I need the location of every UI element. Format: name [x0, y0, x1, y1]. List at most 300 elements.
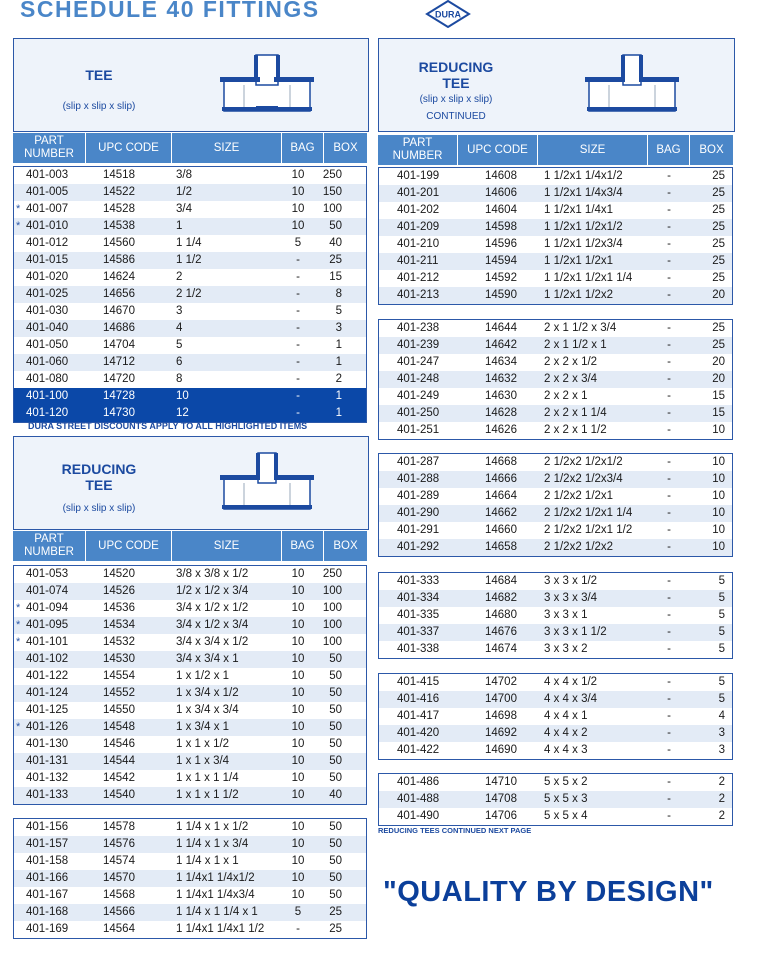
bag-qty: -: [667, 626, 671, 638]
bag-qty: 10: [291, 636, 305, 648]
table-row: [14, 167, 366, 184]
upc-code: 14586: [103, 254, 135, 266]
size: 2 1/2x2 1/2x3/4: [544, 473, 623, 485]
upc-code: 14626: [485, 424, 517, 436]
box-qty: 25: [712, 322, 725, 334]
box-qty: 25: [712, 221, 725, 233]
bag-qty: 10: [291, 755, 305, 767]
size: 1: [176, 220, 183, 232]
bag-qty: -: [296, 288, 300, 300]
bag-qty: -: [667, 255, 671, 267]
bag-qty: 5: [294, 906, 302, 918]
reducing-tee-continued-subtitle: (slip x slip x slip): [419, 94, 493, 105]
bag-qty: 10: [291, 568, 305, 580]
part-number: 401-202: [397, 204, 440, 216]
col-part: PART NUMBER: [13, 133, 86, 163]
col-bag: BAG: [282, 133, 324, 163]
box-qty: 8: [335, 288, 342, 300]
part-number: 401-239: [397, 339, 440, 351]
size: 2 x 2 x 1 1/2: [544, 424, 607, 436]
reducing-tee-table-2: [13, 818, 367, 939]
part-number: 401-290: [397, 507, 440, 519]
table-row: [14, 303, 366, 320]
part-number: 401-213: [397, 289, 440, 301]
table-row: [14, 184, 366, 201]
table-row: [379, 573, 732, 590]
size: 3/4: [176, 203, 192, 215]
bag-qty: -: [667, 456, 671, 468]
table-row: [379, 371, 732, 388]
part-number: 401-124: [26, 687, 69, 699]
bag-qty: -: [667, 204, 671, 216]
table-row: [14, 736, 366, 753]
part-number: 401-287: [397, 456, 440, 468]
box-qty: 40: [329, 237, 342, 249]
reducing-tee-icon: [214, 449, 324, 515]
size: 1 1/4 x 1 x 1: [176, 855, 239, 867]
box-qty: 50: [329, 220, 342, 232]
box-qty: 25: [712, 204, 725, 216]
table-row: [14, 252, 366, 269]
bag-qty: -: [667, 575, 671, 587]
table-row: [14, 921, 366, 938]
box-qty: 40: [329, 789, 342, 801]
box-qty: 50: [329, 872, 342, 884]
table-row: [379, 641, 732, 658]
upc-code: 14682: [485, 592, 517, 604]
part-number: 401-337: [397, 626, 440, 638]
part-number: 401-102: [26, 653, 69, 665]
part-number: 401-486: [397, 776, 440, 788]
upc-code: 14554: [103, 670, 135, 682]
part-number: 401-010: [26, 220, 69, 232]
table-row: [14, 201, 366, 218]
star-marker-icon: *: [16, 220, 21, 232]
upc-code: 14592: [485, 272, 517, 284]
part-number: 401-249: [397, 390, 440, 402]
size: 2 1/2: [176, 288, 202, 300]
box-qty: 25: [712, 255, 725, 267]
box-qty: 10: [712, 524, 725, 536]
upc-code: 14634: [485, 356, 517, 368]
size: 5 x 5 x 3: [544, 793, 588, 805]
reducing-tee-continued-table-6: [378, 773, 733, 826]
upc-code: 14526: [103, 585, 135, 597]
table-row: [14, 870, 366, 887]
part-number: 401-095: [26, 619, 69, 631]
box-qty: 100: [322, 585, 342, 597]
box-qty: 1: [335, 407, 342, 419]
bag-qty: 10: [291, 889, 305, 901]
part-number: 401-212: [397, 272, 440, 284]
box-qty: 3: [335, 322, 342, 334]
table-row: [379, 624, 732, 641]
part-number: 401-122: [26, 670, 69, 682]
box-qty: 50: [329, 889, 342, 901]
table-row: [14, 770, 366, 787]
col-upc: UPC CODE: [86, 531, 172, 561]
size: 4 x 4 x 2: [544, 727, 588, 739]
bag-qty: -: [667, 373, 671, 385]
part-number: 401-210: [397, 238, 440, 250]
upc-code: 14668: [485, 456, 517, 468]
box-qty: 10: [712, 490, 725, 502]
part-number: 401-125: [26, 704, 69, 716]
table-row: [14, 218, 366, 235]
table-row: [379, 471, 732, 488]
bag-qty: 10: [291, 169, 305, 181]
part-number: 401-100: [26, 390, 69, 402]
upc-code: 14630: [485, 390, 517, 402]
part-number: 401-012: [26, 237, 69, 249]
table-row: [379, 674, 732, 691]
size: 3 x 3 x 1: [544, 609, 588, 621]
col-box: BOX: [699, 143, 724, 156]
bag-qty: -: [667, 356, 671, 368]
upc-code: 14552: [103, 687, 135, 699]
box-qty: 100: [322, 636, 342, 648]
size: 2 x 2 x 1/2: [544, 356, 598, 368]
part-number: 401-289: [397, 490, 440, 502]
bag-qty: -: [667, 238, 671, 250]
reducing-tee-header-box: [13, 436, 369, 530]
size: 2 x 1 1/2 x 1: [544, 339, 607, 351]
size: 1 1/4 x 1 x 1/2: [176, 821, 249, 833]
part-number: 401-131: [26, 755, 69, 767]
bag-qty: -: [667, 810, 671, 822]
box-qty: 150: [322, 186, 342, 198]
table-row: [14, 286, 366, 303]
bag-qty: -: [667, 507, 671, 519]
box-qty: 5: [718, 693, 725, 705]
bag-qty: -: [667, 793, 671, 805]
table-row: [379, 742, 732, 759]
bag-qty: -: [667, 744, 671, 756]
col-box: BOX: [333, 539, 358, 552]
part-number: 401-488: [397, 793, 440, 805]
table-row: [379, 202, 732, 219]
bag-qty: 10: [291, 585, 305, 597]
table-row: [379, 354, 732, 371]
part-number: 401-015: [26, 254, 69, 266]
upc-code: 14700: [485, 693, 517, 705]
upc-code: 14708: [485, 793, 517, 805]
box-qty: 25: [712, 170, 725, 182]
bag-qty: -: [296, 390, 300, 402]
bag-qty: -: [667, 524, 671, 536]
col-upc: UPC CODE: [86, 133, 172, 163]
size: 4 x 4 x 3: [544, 744, 588, 756]
size: 12: [176, 407, 189, 419]
size: 3: [176, 305, 183, 317]
table-row: [14, 269, 366, 286]
upc-code: 14568: [103, 889, 135, 901]
col-size: SIZE: [172, 531, 282, 561]
box-qty: 50: [329, 772, 342, 784]
tee-fitting-icon: [214, 51, 324, 117]
box-qty: 3: [718, 744, 725, 756]
part-number: 401-101: [26, 636, 69, 648]
col-size: SIZE: [538, 135, 648, 165]
bag-qty: -: [296, 322, 300, 334]
upc-code: 14686: [103, 322, 135, 334]
bag-qty: -: [296, 407, 300, 419]
table-row: [14, 371, 366, 388]
bag-qty: -: [667, 710, 671, 722]
table-row: [14, 836, 366, 853]
reducing-tee-continued-header-box: [378, 38, 735, 132]
table-row: [379, 337, 732, 354]
part-number: 401-292: [397, 541, 440, 553]
part-number: 401-094: [26, 602, 69, 614]
bag-qty: 10: [291, 704, 305, 716]
part-number: 401-130: [26, 738, 69, 750]
table-row: [379, 270, 732, 287]
size: 2 1/2x2 1/2x1 1/2: [544, 524, 633, 536]
tee-subtitle: (slip x slip x slip): [62, 101, 136, 112]
box-qty: 5: [718, 676, 725, 688]
box-qty: 10: [712, 456, 725, 468]
table-row: [14, 904, 366, 921]
continued-next-page-note: REDUCING TEES CONTINUED NEXT PAGE: [378, 826, 532, 835]
size: 2 1/2x2 1/2x2: [544, 541, 614, 553]
size: 3 x 3 x 3/4: [544, 592, 598, 604]
box-qty: 50: [329, 755, 342, 767]
upc-code: 14520: [103, 568, 135, 580]
upc-code: 14676: [485, 626, 517, 638]
part-number: 401-167: [26, 889, 69, 901]
box-qty: 5: [718, 575, 725, 587]
box-qty: 25: [712, 339, 725, 351]
upc-code: 14536: [103, 602, 135, 614]
quality-slogan: "QUALITY BY DESIGN": [383, 876, 714, 908]
box-qty: 100: [322, 602, 342, 614]
part-number: 401-248: [397, 373, 440, 385]
table-row: [14, 887, 366, 904]
table-row: [14, 685, 366, 702]
box-qty: 50: [329, 670, 342, 682]
bag-qty: 10: [291, 721, 305, 733]
box-qty: 2: [718, 793, 725, 805]
box-qty: 1: [335, 339, 342, 351]
table-row: [379, 422, 732, 439]
table-row: [14, 753, 366, 770]
box-qty: 15: [329, 271, 342, 283]
upc-code: 14538: [103, 220, 135, 232]
tee-table: [13, 166, 367, 423]
size: 2 1/2x2 1/2x1 1/4: [544, 507, 633, 519]
box-qty: 50: [329, 687, 342, 699]
size: 3/8: [176, 169, 192, 181]
upc-code: 14730: [103, 407, 135, 419]
part-number: 401-420: [397, 727, 440, 739]
part-number: 401-250: [397, 407, 440, 419]
size: 5 x 5 x 4: [544, 810, 588, 822]
bag-qty: -: [667, 727, 671, 739]
bag-qty: -: [667, 322, 671, 334]
size: 2 1/2x2 1/2x1: [544, 490, 614, 502]
bag-qty: 10: [291, 687, 305, 699]
reducing-tee-continued-table-5: [378, 673, 733, 760]
reducing-tee-continued-table-3: [378, 453, 733, 557]
upc-code: 14710: [485, 776, 517, 788]
part-number: 401-238: [397, 322, 440, 334]
upc-code: 14698: [485, 710, 517, 722]
box-qty: 15: [712, 407, 725, 419]
reducing-tee-title: REDUCING TEE: [61, 461, 137, 493]
part-number: 401-288: [397, 473, 440, 485]
box-qty: 25: [712, 187, 725, 199]
tee-title: TEE: [85, 67, 113, 83]
table-row: [379, 405, 732, 422]
upc-code: 14720: [103, 373, 135, 385]
size: 1/2: [176, 186, 192, 198]
bag-qty: 10: [291, 821, 305, 833]
part-number: 401-020: [26, 271, 69, 283]
size: 1 1/2x1 1/2x1/2: [544, 221, 623, 233]
size: 1 x 1 x 1 1/4: [176, 772, 239, 784]
bag-qty: -: [667, 339, 671, 351]
upc-code: 14692: [485, 727, 517, 739]
bag-qty: -: [667, 643, 671, 655]
size: 1 x 1 x 1/2: [176, 738, 230, 750]
part-number: 401-201: [397, 187, 440, 199]
highlight-note: DURA STREET DISCOUNTS APPLY TO ALL HIGHLIGHTED ITEMS: [28, 421, 308, 431]
box-qty: 2: [335, 373, 342, 385]
part-number: 401-251: [397, 424, 440, 436]
box-qty: 25: [712, 238, 725, 250]
upc-code: 14530: [103, 653, 135, 665]
upc-code: 14680: [485, 609, 517, 621]
upc-code: 14728: [103, 390, 135, 402]
upc-code: 14542: [103, 772, 135, 784]
size: 2 x 2 x 1: [544, 390, 588, 402]
col-box: BOX: [333, 141, 358, 154]
table-row: [14, 405, 366, 422]
bag-qty: -: [296, 339, 300, 351]
part-number: 401-053: [26, 568, 69, 580]
table-row: [379, 168, 732, 185]
part-number: 401-247: [397, 356, 440, 368]
part-number: 401-334: [397, 592, 440, 604]
size: 4 x 4 x 1/2: [544, 676, 598, 688]
part-number: 401-211: [397, 255, 439, 267]
table-row: [379, 253, 732, 270]
bag-qty: -: [667, 187, 671, 199]
box-qty: 20: [712, 289, 725, 301]
upc-code: 14664: [485, 490, 517, 502]
part-number: 401-060: [26, 356, 69, 368]
continued-label: CONTINUED: [426, 111, 486, 122]
bag-qty: 10: [291, 186, 305, 198]
upc-code: 14660: [485, 524, 517, 536]
box-qty: 25: [329, 923, 342, 935]
table-row: [379, 808, 732, 825]
upc-code: 14712: [103, 356, 135, 368]
box-qty: 50: [329, 838, 342, 850]
box-qty: 100: [322, 619, 342, 631]
bag-qty: -: [667, 609, 671, 621]
dura-logo: [425, 0, 471, 28]
box-qty: 5: [718, 643, 725, 655]
size: 2 x 2 x 3/4: [544, 373, 598, 385]
table-row: [14, 354, 366, 371]
size: 3 x 3 x 1/2: [544, 575, 598, 587]
upc-code: 14550: [103, 704, 135, 716]
bag-qty: -: [667, 221, 671, 233]
bag-qty: -: [667, 407, 671, 419]
box-qty: 25: [329, 254, 342, 266]
part-number: 401-126: [26, 721, 69, 733]
table-row: [379, 236, 732, 253]
bag-qty: 10: [291, 619, 305, 631]
bag-qty: -: [296, 254, 300, 266]
box-qty: 50: [329, 855, 342, 867]
part-number: 401-338: [397, 643, 440, 655]
bag-qty: -: [296, 271, 300, 283]
bag-qty: -: [296, 373, 300, 385]
table-row: [14, 853, 366, 870]
box-qty: 10: [712, 507, 725, 519]
table-row: [379, 388, 732, 405]
upc-code: 14624: [103, 271, 135, 283]
upc-code: 14644: [485, 322, 517, 334]
table-row: [379, 607, 732, 624]
bag-qty: -: [667, 776, 671, 788]
bag-qty: 10: [291, 602, 305, 614]
col-part: PART NUMBER: [13, 531, 86, 561]
size: 6: [176, 356, 183, 368]
part-number: 401-158: [26, 855, 69, 867]
reducing-tee-continued-table-1: [378, 167, 733, 305]
reducing-tee-subtitle: (slip x slip x slip): [62, 503, 136, 514]
bag-qty: 10: [291, 220, 305, 232]
size: 1 1/2x1 1/4x3/4: [544, 187, 623, 199]
upc-code: 14566: [103, 906, 135, 918]
size: 5 x 5 x 2: [544, 776, 588, 788]
size: 1 x 3/4 x 1/2: [176, 687, 239, 699]
table-row: [14, 651, 366, 668]
part-number: 401-074: [26, 585, 69, 597]
box-qty: 1: [335, 390, 342, 402]
upc-code: 14706: [485, 810, 517, 822]
bag-qty: -: [667, 592, 671, 604]
size: 8: [176, 373, 183, 385]
col-bag: BAG: [282, 531, 324, 561]
table-row: [14, 337, 366, 354]
reducing-tee-continued-icon: [579, 51, 689, 117]
part-number: 401-157: [26, 838, 69, 850]
box-qty: 2: [718, 810, 725, 822]
part-number: 401-333: [397, 575, 440, 587]
upc-code: 14704: [103, 339, 135, 351]
size: 4: [176, 322, 183, 334]
upc-code: 14590: [485, 289, 517, 301]
box-qty: 250: [322, 169, 342, 181]
part-number: 401-156: [26, 821, 69, 833]
bag-qty: -: [296, 356, 300, 368]
bag-qty: -: [296, 923, 300, 935]
upc-code: 14702: [485, 676, 517, 688]
part-number: 401-490: [397, 810, 440, 822]
size: 1 1/2x1 1/2x1: [544, 255, 614, 267]
part-number: 401-040: [26, 322, 69, 334]
reducing-tee-continued-table-2: [378, 319, 733, 440]
upc-code: 14578: [103, 821, 135, 833]
upc-code: 14642: [485, 339, 517, 351]
page-title: SCHEDULE 40 FITTINGS: [20, 0, 320, 22]
upc-code: 14684: [485, 575, 517, 587]
